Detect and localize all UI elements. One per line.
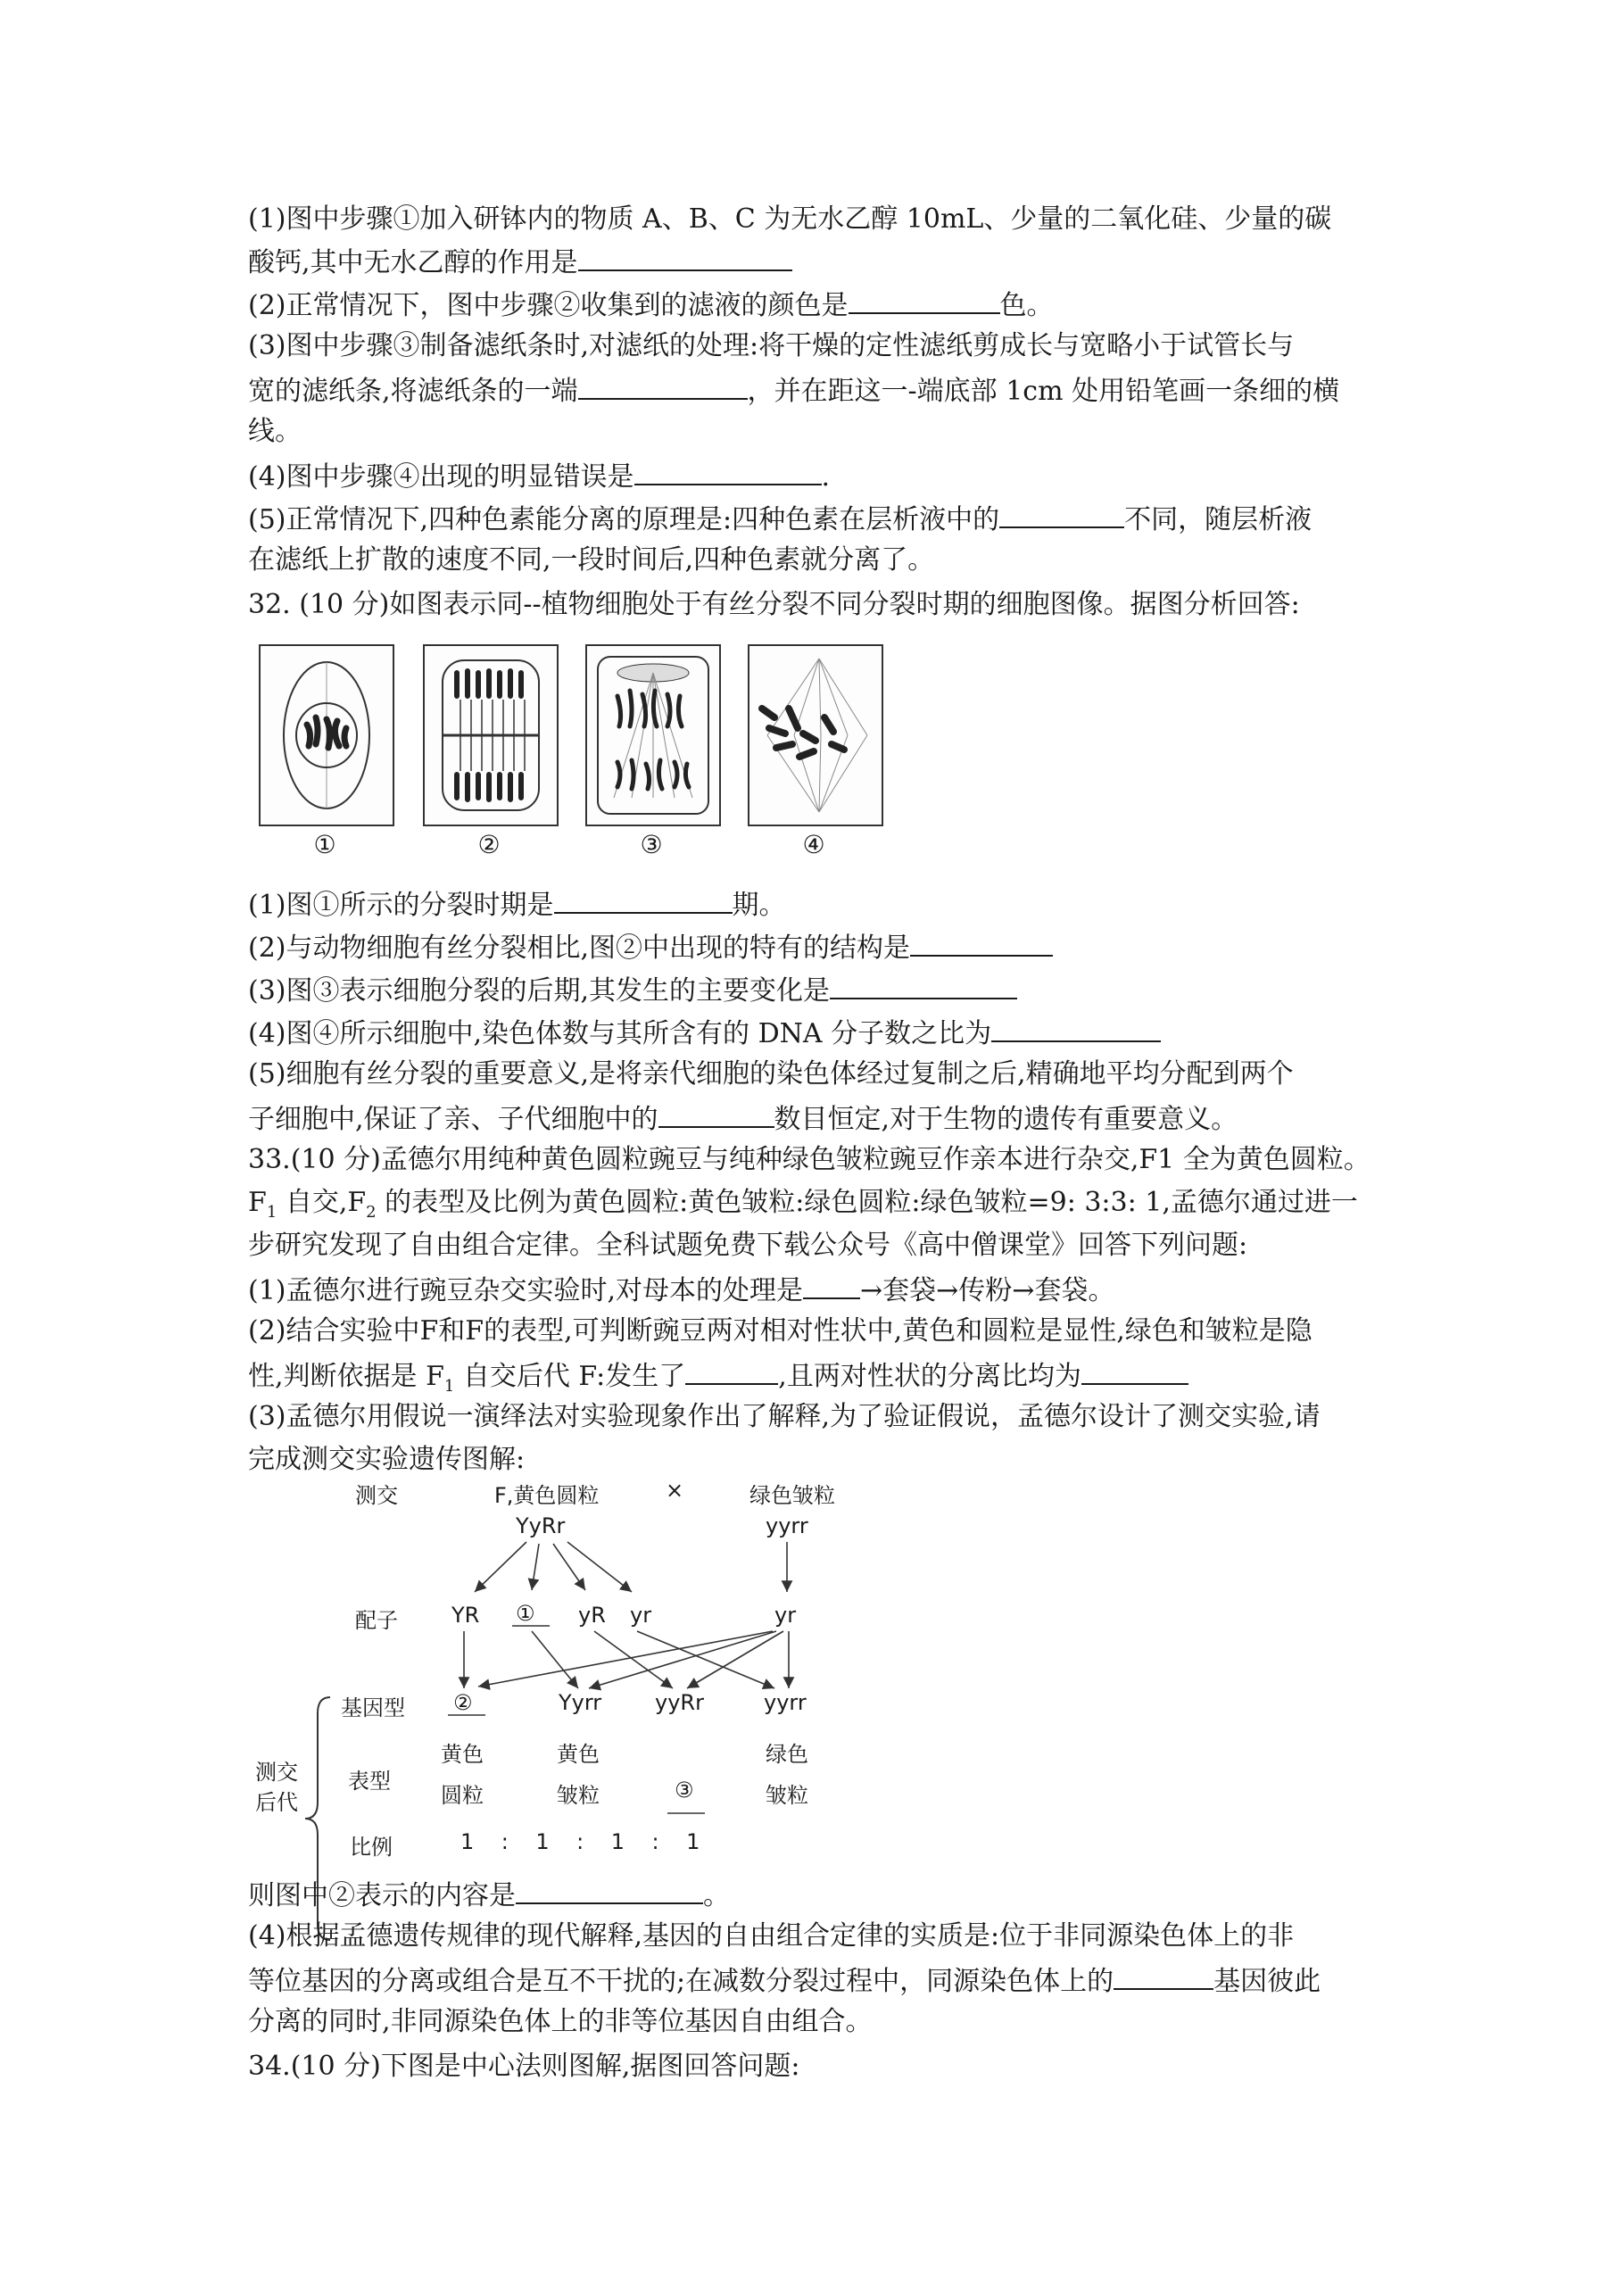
phenotype-row-label: 表型: [348, 1769, 391, 1794]
answer-blank[interactable]: [991, 1014, 1161, 1042]
gamete-4: yr: [630, 1603, 652, 1628]
q32-line-5: (5)细胞有丝分裂的重要意义,是将亲代细胞的染色体经过复制之后,精确地平均分配到两个: [248, 1058, 1294, 1090]
answer-blank[interactable]: [1081, 1356, 1188, 1385]
cell-image-4: [748, 644, 883, 826]
genotype-3: yyRr: [655, 1690, 704, 1715]
phen-2-bottom: 皱粒: [557, 1783, 600, 1808]
q32-line-2: (2)与动物细胞有丝分裂相比,图②中出现的特有的结构是: [248, 928, 1053, 966]
q31-line-9: 在滤纸上扩散的速度不同,一段时间后,四种色素就分离了。: [248, 544, 935, 576]
ratio-values: 1 : 1 : 1 : 1: [460, 1829, 700, 1854]
phen-2-top: 黄色: [557, 1742, 600, 1767]
phen-3-bottom: ③: [675, 1778, 694, 1803]
q31-line-3: (2)正常情况下，图中步骤②收集到的滤液的颜色是 色。: [248, 286, 1054, 324]
cell-image-3: [585, 644, 721, 826]
answer-blank[interactable]: [634, 457, 822, 485]
answer-blank[interactable]: [516, 1876, 703, 1904]
answer-blank[interactable]: [578, 243, 792, 271]
q31-line-2: 酸钙,其中无水乙醇的作用是: [248, 243, 792, 281]
phen-4-top: 绿色: [766, 1742, 808, 1767]
panel-label-2: ②: [477, 830, 501, 859]
q33-line-8: 完成测交实验遗传图解:: [248, 1444, 526, 1475]
diagram-parent1: F,黄色圆粒: [494, 1483, 600, 1508]
answer-blank[interactable]: [578, 371, 748, 400]
diagram-parent2: 绿色皱粒: [749, 1483, 835, 1508]
q32-line-6: 子细胞中,保证了亲、子代细胞中的 数目恒定,对于生物的遗传有重要意义。: [248, 1099, 1238, 1138]
q33-line-10: (4)根据孟德遗传规律的现代解释,基因的自由组合定律的实质是:位于非同源染色体上的非: [248, 1920, 1295, 1952]
q32-line-3: (3)图③表示细胞分裂的后期,其发生的主要变化是: [248, 971, 1017, 1009]
q31-line-7: (4)图中步骤④出现的明显错误是 .: [248, 457, 830, 495]
gamete-row-label: 配子: [355, 1608, 398, 1633]
q31-line-6: 线。: [248, 416, 302, 447]
q33-heading: 33.(10 分)孟德尔用纯种黄色圆粒豌豆与纯种绿色皱粒豌豆作亲本进行杂交,F1 全为黄色圆粒。: [248, 1144, 1370, 1175]
diagram-times: ×: [666, 1478, 684, 1503]
phen-4-bottom: 皱粒: [766, 1783, 808, 1808]
genotype-4: yyrr: [764, 1690, 807, 1715]
panel-label-4: ④: [802, 830, 825, 859]
answer-blank[interactable]: [910, 928, 1053, 957]
q31-line-1: (1)图中步骤①加入研钵内的物质 A、B、C 为无水乙醇 10mL、少量的二氧化硅、少量的碳: [248, 203, 1332, 235]
panel-label-1: ①: [313, 830, 336, 859]
answer-blank[interactable]: [1114, 1961, 1213, 1990]
phen-1-bottom: 圆粒: [441, 1783, 484, 1808]
genotype-2: Yyrr: [559, 1690, 602, 1715]
q33-line-9: 则图中②表示的内容是 。: [248, 1876, 730, 1914]
cell-image-1: [259, 644, 394, 826]
offspring-label-1: 测交: [255, 1760, 298, 1785]
answer-blank[interactable]: [554, 885, 733, 914]
q33-line-7: (3)孟德尔用假说一演绎法对实验现象作出了解释,为了验证假说，孟德尔设计了测交实验,请: [248, 1401, 1321, 1432]
q31-line-8: (5)正常情况下,四种色素能分离的原理是:四种色素在层析液中的 不同，随层析液: [248, 500, 1312, 538]
q33-line-11: 等位基因的分离或组合是互不干扰的;在减数分裂过程中，同源染色体上的 基因彼此: [248, 1961, 1321, 2000]
q31-line-5: 宽的滤纸条,将滤纸条的一端 ，并在距这一-端底部 1cm 处用铅笔画一条细的横: [248, 371, 1339, 410]
diagram-genotype-p1: YyRr: [516, 1513, 566, 1538]
offspring-label-2: 后代: [255, 1790, 298, 1815]
q31-line-4: (3)图中步骤③制备滤纸条时,对滤纸的处理:将干燥的定性滤纸剪成长与宽略小于试管长与: [248, 330, 1295, 361]
q33-line-5: (2)结合实验中F和F的表型,可判断豌豆两对相对性状中,黄色和圆粒是显性,绿色和皱粒是隐: [248, 1315, 1312, 1347]
q33-line-4: (1)孟德尔进行豌豆杂交实验时,对母本的处理是 →套袋→传粉→套袋。: [248, 1271, 1114, 1309]
genotype-row-label: 基因型: [341, 1695, 405, 1720]
cell-image-2: [423, 644, 559, 826]
q32-line-4: (4)图④所示细胞中,染色体数与其所含有的 DNA 分子数之比为: [248, 1014, 1161, 1052]
q34-heading: 34.(10 分)下图是中心法则图解,据图回答问题:: [248, 2051, 800, 2082]
diagram-genotype-p2: yyrr: [766, 1513, 808, 1538]
answer-blank[interactable]: [999, 500, 1124, 528]
diagram-cross-label: 测交: [355, 1483, 398, 1508]
q32-heading: 32. (10 分)如图表示同--植物细胞处于有丝分裂不同分裂时期的细胞图像。据图分析回答:: [248, 589, 1300, 620]
gamete-1: YR: [451, 1603, 480, 1628]
answer-blank[interactable]: [803, 1271, 860, 1299]
q33-line-3: 步研究发现了自由组合定律。全科试题免费下载公众号《高中僧课堂》回答下列问题:: [248, 1230, 1248, 1261]
q33-line-6: 性,判断依据是 $F_1$ 自交后代 F:发生了 ,且两对性状的分离比均为: [248, 1356, 1188, 1405]
phen-1-top: 黄色: [441, 1742, 484, 1767]
q33-line-2: $F_1$ 自交$,F_2$ 的表型及比例为黄色圆粒:黄色皱粒:绿色圆粒:绿色皱粒=9: 3:3: 1,孟德尔通过进一: [248, 1187, 1358, 1222]
q33-line-12: 分离的同时,非同源染色体上的非等位基因自由组合。: [248, 2006, 873, 2037]
answer-blank[interactable]: [849, 286, 1000, 314]
gamete-2: ①: [516, 1601, 535, 1626]
genotype-1: ②: [453, 1690, 473, 1715]
q32-line-1: (1)图①所示的分裂时期是 期。: [248, 885, 786, 924]
panel-label-3: ③: [640, 830, 663, 859]
answer-blank[interactable]: [830, 971, 1017, 999]
answer-blank[interactable]: [685, 1356, 778, 1385]
ratio-row-label: 比例: [350, 1835, 393, 1860]
gamete-3: yR: [578, 1603, 606, 1628]
answer-blank[interactable]: [658, 1099, 774, 1128]
gamete-5: yr: [774, 1603, 797, 1628]
